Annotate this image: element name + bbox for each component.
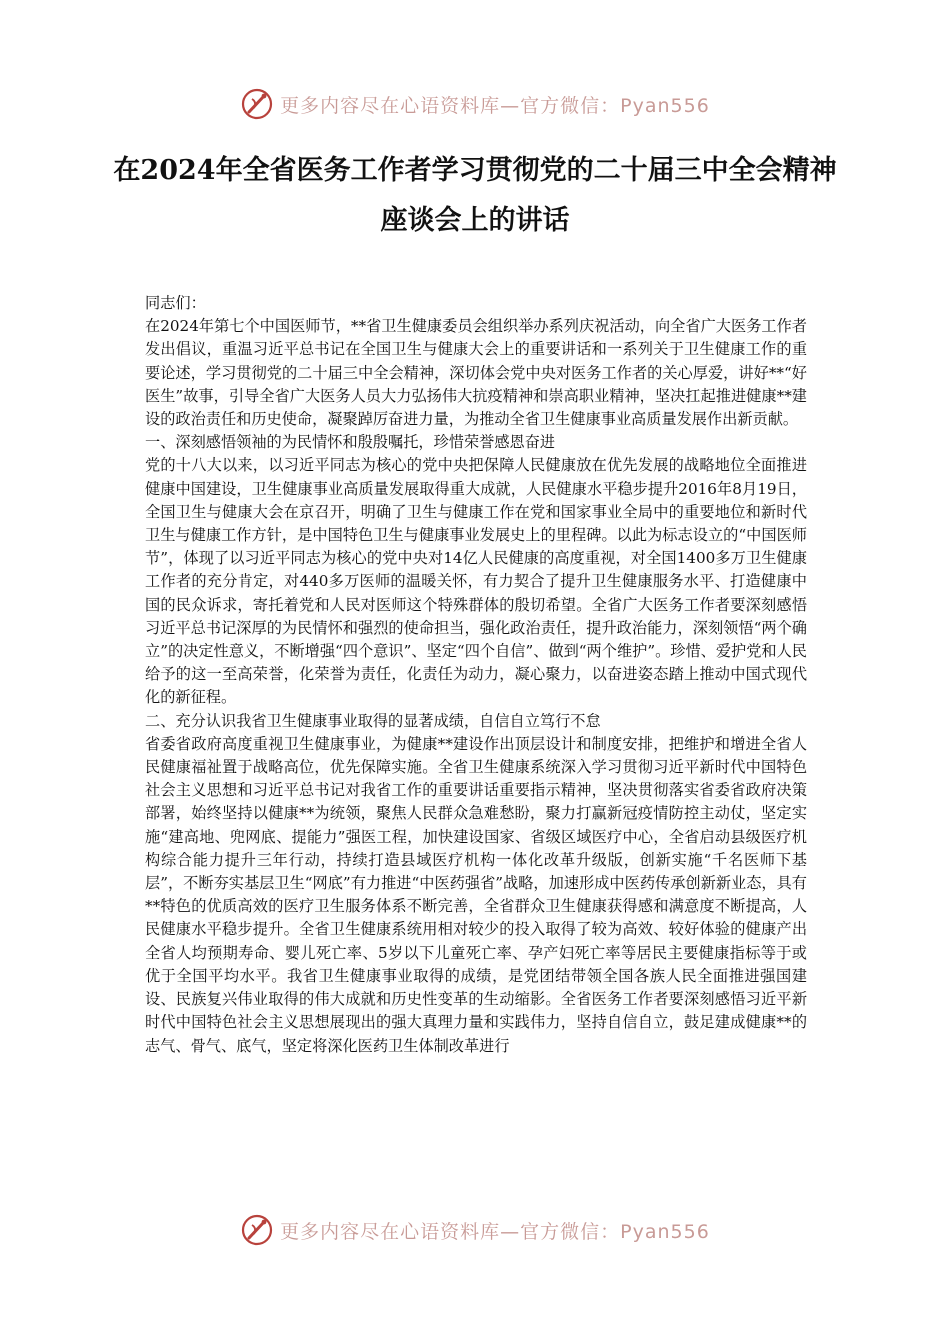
watermark-banner-bottom xyxy=(0,1210,950,1250)
document-body xyxy=(145,292,807,1058)
watermark-banner-top xyxy=(0,84,950,124)
paragraph: 省委省政府高度重视卫生健康事业，为健康**建设作出顶层设计和制度安排，把维护和增进全省人民健康福祉置于战略高位，优先保障实施。全省卫生健康系统深入学习贯彻习近平新时代中国特色社会主义思想和习近平总书记对我省工作的重要讲话重要指示精神，坚决贯彻落实省委省政府决策部署，始终坚持以健康**为统领，聚焦人民群众急难愁盼，聚力打赢新冠疫情防控主动仗，坚定实施“建高地、兜网底、提能力”强医工程，加快建设国家、省级区域医疗中心，全省启动县级医疗机构综合能力提升三年行动，持续打造县域医疗机构一体化改革升级版，创新实施“千名医师下基层”，不断夯实基层卫生“网底”有力推进“中医药强省”战略，加速形成中医药传承创新新业态，具有**特色的优质高效的医疗卫生服务体系不断完善，全省群众卫生健康获得感和满意度不断提高，人民健康水平稳步提升。全省卫生健康系统用相对较少的投入取得了较为高效、较好体验的健康产出全省人均预期寿命、婴儿死亡率、5岁以下儿童死亡率、孕产妇死亡率等居民主要健康指标等于或优于全国平均水平。我省卫生健康事业取得的成绩，是党团结带领全国各族人民全面推进强国建设、民族复兴伟业取得的伟大成就和历史性变革的生动缩影。全省医务工作者要深刻感悟习近平新时代中国特色社会主义思想展现出的强大真理力量和实践伟力，坚持自信自立，鼓足建成健康**的志气、骨气、底气，坚定将深化医药卫生体制改革进行 xyxy=(145,734,807,1055)
brand-logo-icon xyxy=(240,87,274,121)
watermark-text: 更多内容尽在心语资料库—官方微信：Pyan556 xyxy=(280,1220,710,1243)
brand-logo-icon xyxy=(240,1213,274,1247)
paragraph: 党的十八大以来，以习近平同志为核心的党中央把保障人民健康放在优先发展的战略地位全面推进健康中国建设，卫生健康事业高质量发展取得重大成就，人民健康水平稳步提升2016年8月19日，全国卫生与健康大会在京召开，明确了卫生与健康工作在党和国家事业全局中的重要地位和新时代卫生与健康工作方针，是中国特色卫生与健康事业发展史上的里程碑。以此为标志设立的“中国医师节”，体现了以习近平同志为核心的党中央对14亿人民健康的高度重视，对全国1400多万卫生健康工作者的充分肯定，对440多万医师的温暖关怀，有力契合了提升卫生健康服务水平、打造健康中国的民众诉求，寄托着党和人民对医师这个特殊群体的殷切希望。全省广大医务工作者要深刻感悟习近平总书记深厚的为民情怀和强烈的使命担当，强化政治责任，提升政治能力，深刻领悟“两个确立”的决定性意义，不断增强“四个意识”、坚定“四个自信”、做到“两个维护”。珍惜、爱护党和人民给予的这一至高荣誉，化荣誉为责任，化责任为动力，凝心聚力，以奋进姿态踏上推动中国式现代化的新征程。 xyxy=(145,456,807,707)
salutation: 同志们： xyxy=(145,294,206,312)
document-title: 在2024年全省医务工作者学习贯彻党的二十届三中全会精神座谈会上的讲话 xyxy=(113,155,837,236)
watermark-text: 更多内容尽在心语资料库—官方微信：Pyan556 xyxy=(280,94,710,117)
paragraph: 在2024年第七个中国医师节，**省卫生健康委员会组织举办系列庆祝活动，向全省广大医务工作者发出倡议，重温习近平总书记在全国卫生与健康大会上的重要讲话和一系列关于卫生健康工作的重要论述，学习贯彻党的二十届三中全会精神，深切体会党中央对医务工作者的关心厚爱，讲好**“好医生”故事，引导全省广大医务人员大力弘扬伟大抗疫精神和崇高职业精神，坚决扛起推进健康**建设的政治责任和历史使命，凝聚踔厉奋进力量，为推动全省卫生健康事业高质量发展作出新贡献。 xyxy=(145,317,807,429)
section-heading: 一、深刻感悟领袖的为民情怀和殷殷嘱托，珍惜荣誉感恩奋进 xyxy=(145,433,556,452)
section-heading: 二、充分认识我省卫生健康事业取得的显著成绩，自信自立笃行不怠 xyxy=(145,711,601,730)
